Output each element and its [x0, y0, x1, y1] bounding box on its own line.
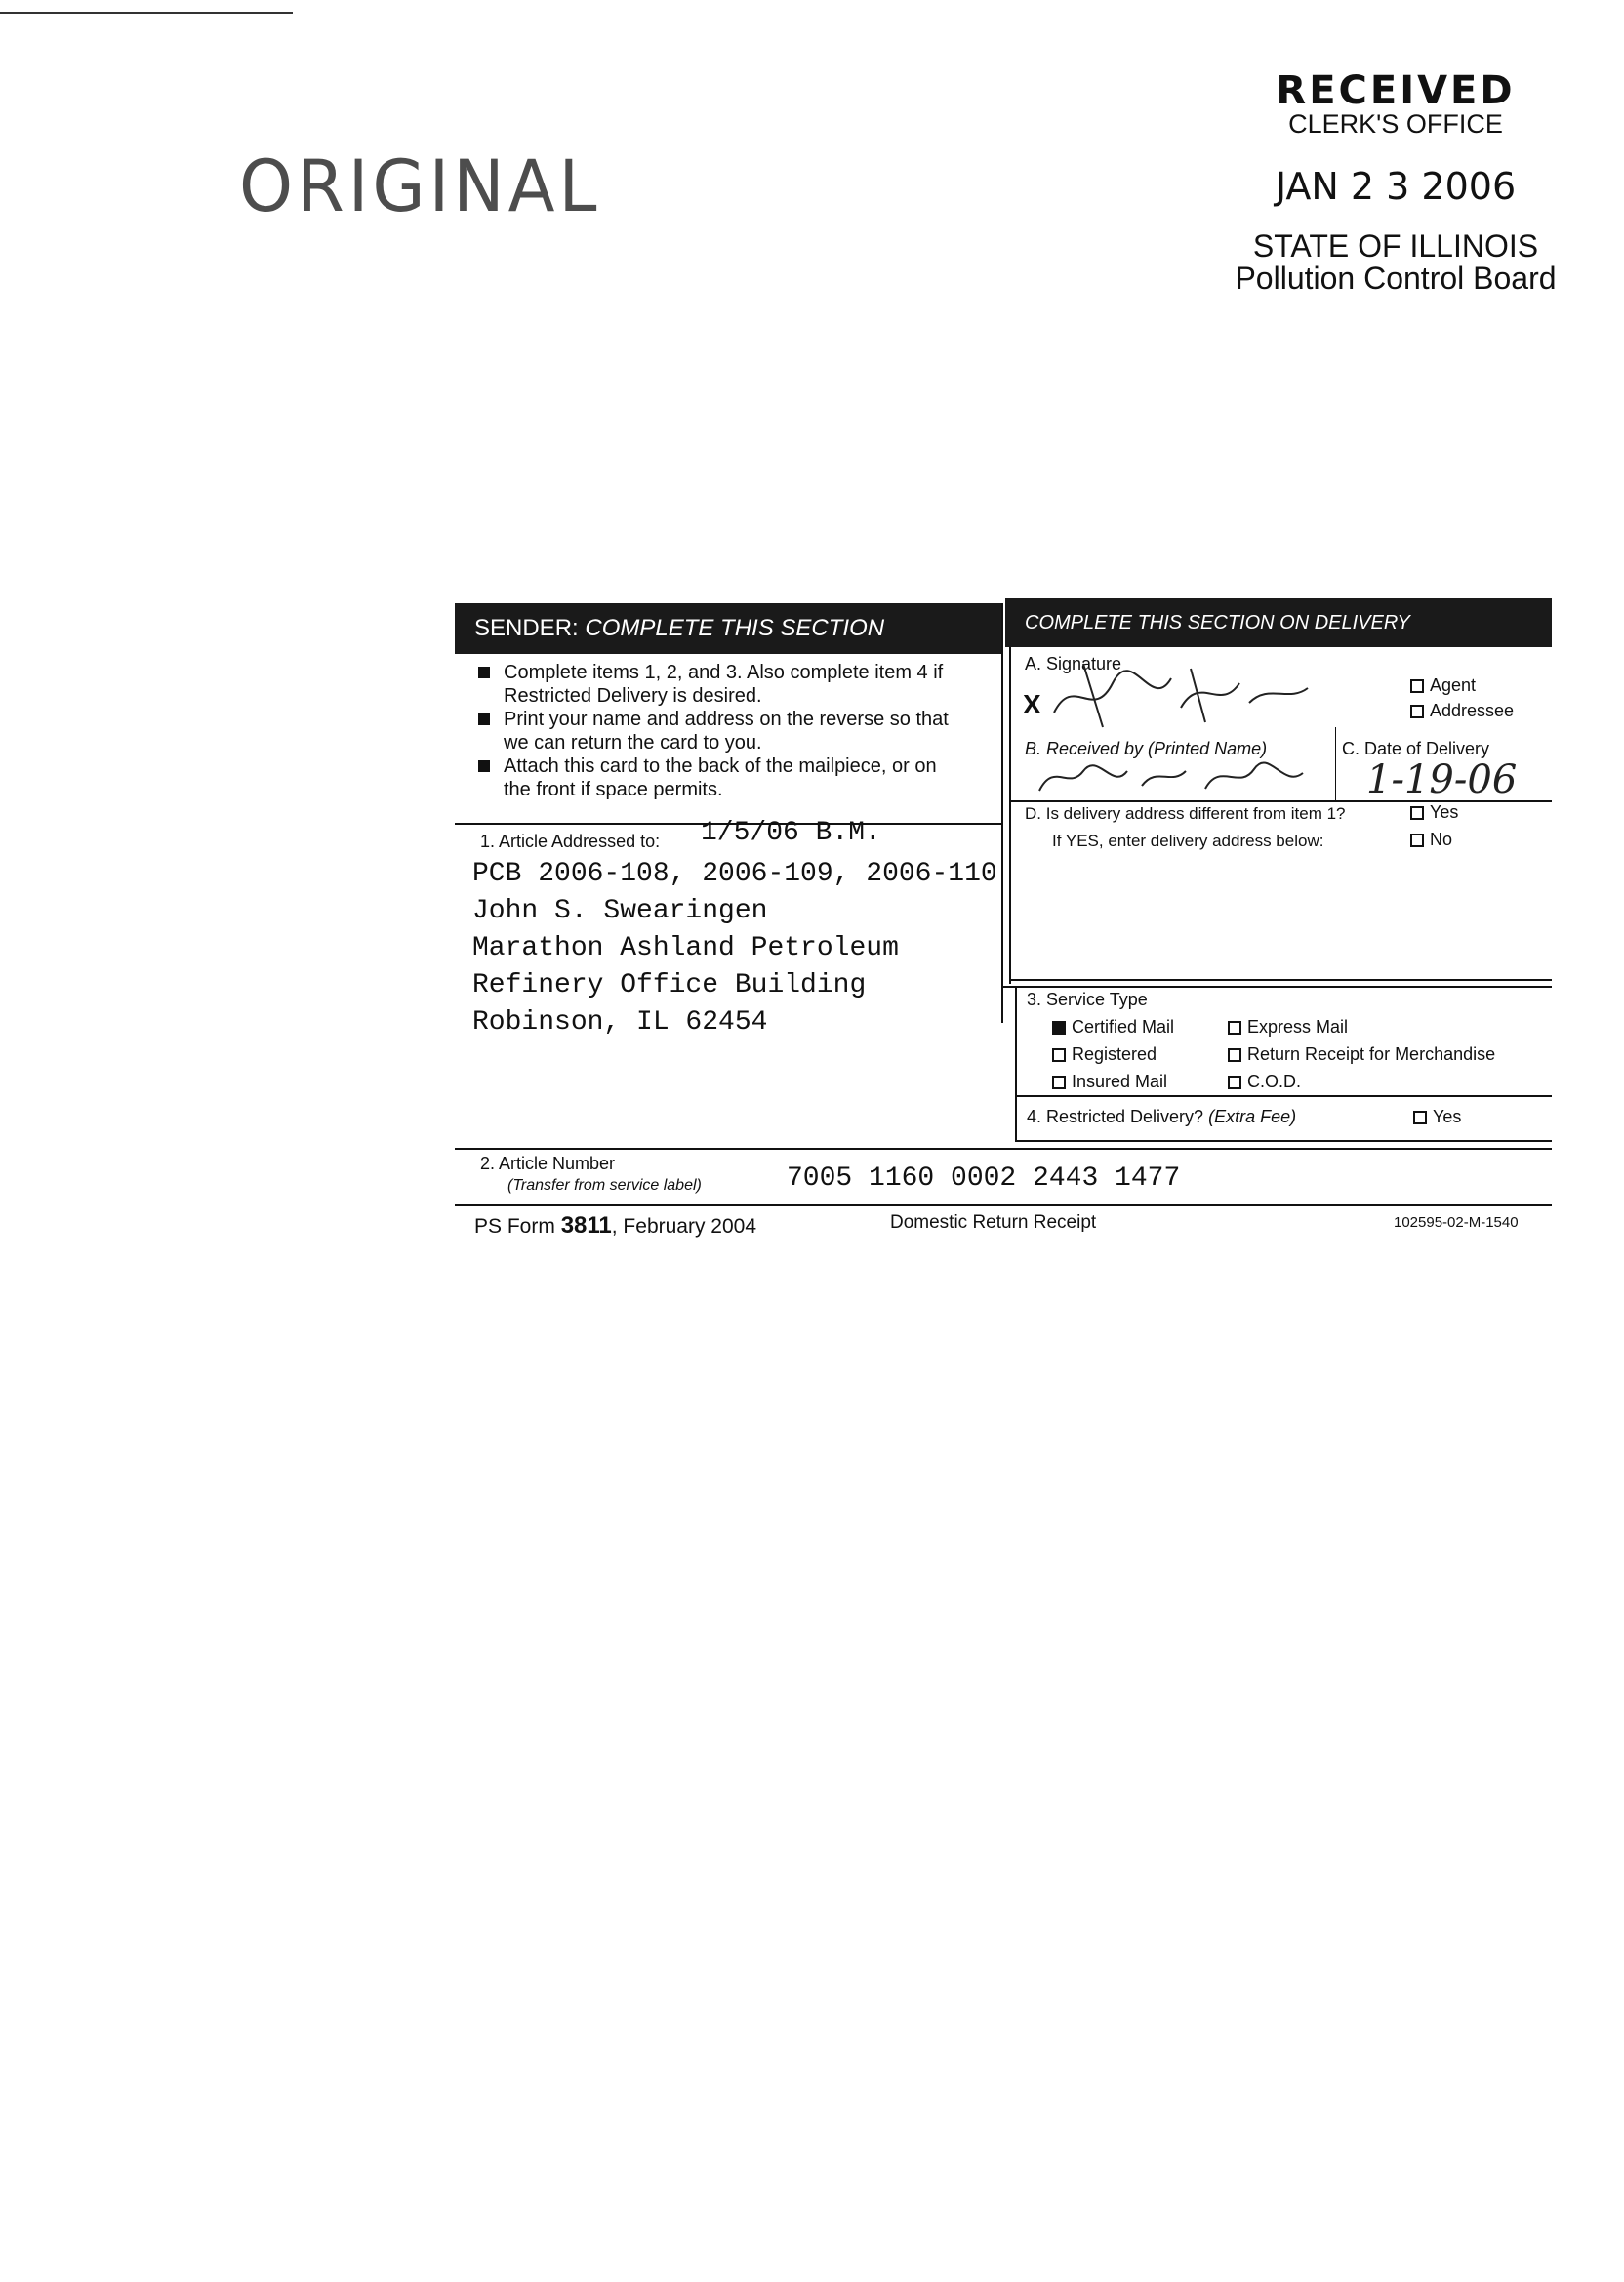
return-receipt-checkbox[interactable] [1228, 1044, 1495, 1065]
ps-form-date: , February 2004 [611, 1215, 757, 1238]
checkbox-icon [1228, 1048, 1241, 1062]
checkbox-icon [1410, 834, 1424, 847]
checkbox-icon [1052, 1076, 1066, 1089]
certified-mail-label: Certified Mail [1072, 1017, 1175, 1037]
checked-checkbox-icon [1052, 1021, 1066, 1035]
addressee-checkbox[interactable] [1410, 701, 1514, 721]
agent-label: Agent [1430, 675, 1477, 695]
bullet-icon [478, 713, 490, 725]
insured-mail-checkbox[interactable] [1052, 1072, 1167, 1092]
addressee-label: Addressee [1430, 701, 1515, 720]
address-line: Refinery Office Building [472, 970, 867, 1000]
bullet-icon [478, 667, 490, 678]
delivery-header: COMPLETE THIS SECTION ON DELIVERY [1005, 598, 1552, 647]
express-mail-checkbox[interactable] [1228, 1017, 1348, 1038]
address-line: PCB 2006-108, 2006-109, 2006-110 [472, 859, 997, 889]
signature-label: A. Signature [1025, 654, 1122, 673]
restricted-label-text: 4. Restricted Delivery? [1027, 1107, 1204, 1126]
restricted-bottom-rule [1015, 1140, 1552, 1142]
signature-scribble [1044, 654, 1337, 732]
instruction-text: Attach this card to the back of the mailpiece, or on the front if space permits. [504, 755, 937, 800]
article-number-top-rule [455, 1148, 1552, 1150]
restricted-yes-label: Yes [1433, 1107, 1462, 1126]
received-by-label: B. Received by (Printed Name) [1025, 739, 1268, 758]
express-mail-label: Express Mail [1247, 1017, 1349, 1037]
registered-label: Registered [1072, 1044, 1157, 1064]
cod-label: C.O.D. [1247, 1072, 1302, 1091]
ps-form-label [474, 1212, 756, 1240]
instruction-item [478, 708, 966, 754]
service-type-label: 3. Service Type [1027, 990, 1148, 1009]
top-rule [0, 12, 293, 14]
signature-x: X [1023, 689, 1041, 719]
center-divider-inner [1009, 647, 1011, 984]
registered-checkbox[interactable] [1052, 1044, 1157, 1065]
d-bottom-rule-2 [1001, 986, 1552, 988]
d-yes-label: Yes [1430, 802, 1459, 822]
d-no-checkbox[interactable] [1410, 830, 1452, 850]
date-divider [1335, 727, 1336, 801]
d-yes-checkbox[interactable] [1410, 802, 1458, 823]
d-bottom-rule [1009, 979, 1552, 981]
restricted-delivery-label [1027, 1107, 1296, 1127]
date-of-delivery-label: C. Date of Delivery [1342, 739, 1490, 758]
article-date: 1/5/06 B.M. [701, 818, 881, 848]
delivery-different-question: D. Is delivery address different from item 1? [1025, 804, 1346, 823]
instruction-text: Print your name and address on the reverse so that we can return the card to you. [504, 709, 949, 754]
received-date: JAN 2 3 2006 [1275, 165, 1517, 208]
checkbox-icon [1410, 705, 1424, 718]
checkbox-icon [1052, 1048, 1066, 1062]
checkbox-icon [1413, 1111, 1427, 1124]
address-line: Robinson, IL 62454 [472, 1007, 768, 1038]
delivery-different-instruction: If YES, enter delivery address below: [1052, 832, 1324, 850]
article-number-sublabel: (Transfer from service label) [508, 1177, 702, 1194]
domestic-return-receipt-title: Domestic Return Receipt [890, 1212, 1097, 1233]
article-number-value: 7005 1160 0002 2443 1477 [787, 1163, 1181, 1194]
service-left-border [1015, 986, 1017, 1142]
article-number-label: 2. Article Number [480, 1154, 616, 1173]
footer-top-rule [455, 1204, 1552, 1206]
checkbox-icon [1228, 1021, 1241, 1035]
center-divider [1001, 603, 1003, 1023]
board-text: Pollution Control Board [1235, 261, 1557, 296]
cod-checkbox[interactable] [1228, 1072, 1301, 1092]
service-bottom-rule [1015, 1095, 1552, 1097]
ps-form-number: 3811 [560, 1212, 612, 1239]
return-receipt-label: Return Receipt for Merchandise [1247, 1044, 1496, 1064]
date-of-delivery-value: 1-19-06 [1366, 757, 1518, 802]
state-text: STATE OF ILLINOIS [1252, 228, 1539, 264]
sender-header-suffix: COMPLETE THIS SECTION [585, 615, 885, 641]
sender-instructions [478, 661, 966, 801]
certified-mail-checkbox[interactable] [1052, 1017, 1174, 1038]
ps-form-prefix: PS Form [474, 1215, 555, 1238]
checkbox-icon [1410, 679, 1424, 693]
address-block [472, 856, 997, 1041]
received-text: RECEIVED [1276, 68, 1516, 113]
instruction-item [478, 661, 966, 708]
restricted-yes-checkbox[interactable] [1413, 1107, 1461, 1127]
agent-checkbox[interactable] [1410, 675, 1476, 696]
instruction-item [478, 754, 966, 801]
checkbox-icon [1410, 806, 1424, 820]
address-line: John S. Swearingen [472, 896, 768, 926]
bullet-icon [478, 760, 490, 772]
restricted-fee-text: (Extra Fee) [1208, 1107, 1297, 1126]
sender-header [455, 603, 1001, 654]
checkbox-icon [1228, 1076, 1241, 1089]
article-addressed-label: 1. Article Addressed to: [480, 832, 661, 851]
received-stamp [1210, 68, 1581, 294]
clerk-office-text: CLERK'S OFFICE [1288, 109, 1503, 139]
instruction-text: Complete items 1, 2, and 3. Also complete item 4 if Restricted Delivery is desired. [504, 662, 944, 707]
address-line: Marathon Ashland Petroleum [472, 933, 899, 963]
insured-mail-label: Insured Mail [1072, 1072, 1168, 1091]
d-no-label: No [1430, 830, 1453, 849]
received-by-scribble [1035, 752, 1327, 800]
sender-header-prefix: SENDER: [474, 615, 579, 641]
original-stamp: ORIGINAL [239, 143, 601, 229]
form-code: 102595-02-M-1540 [1394, 1214, 1519, 1231]
